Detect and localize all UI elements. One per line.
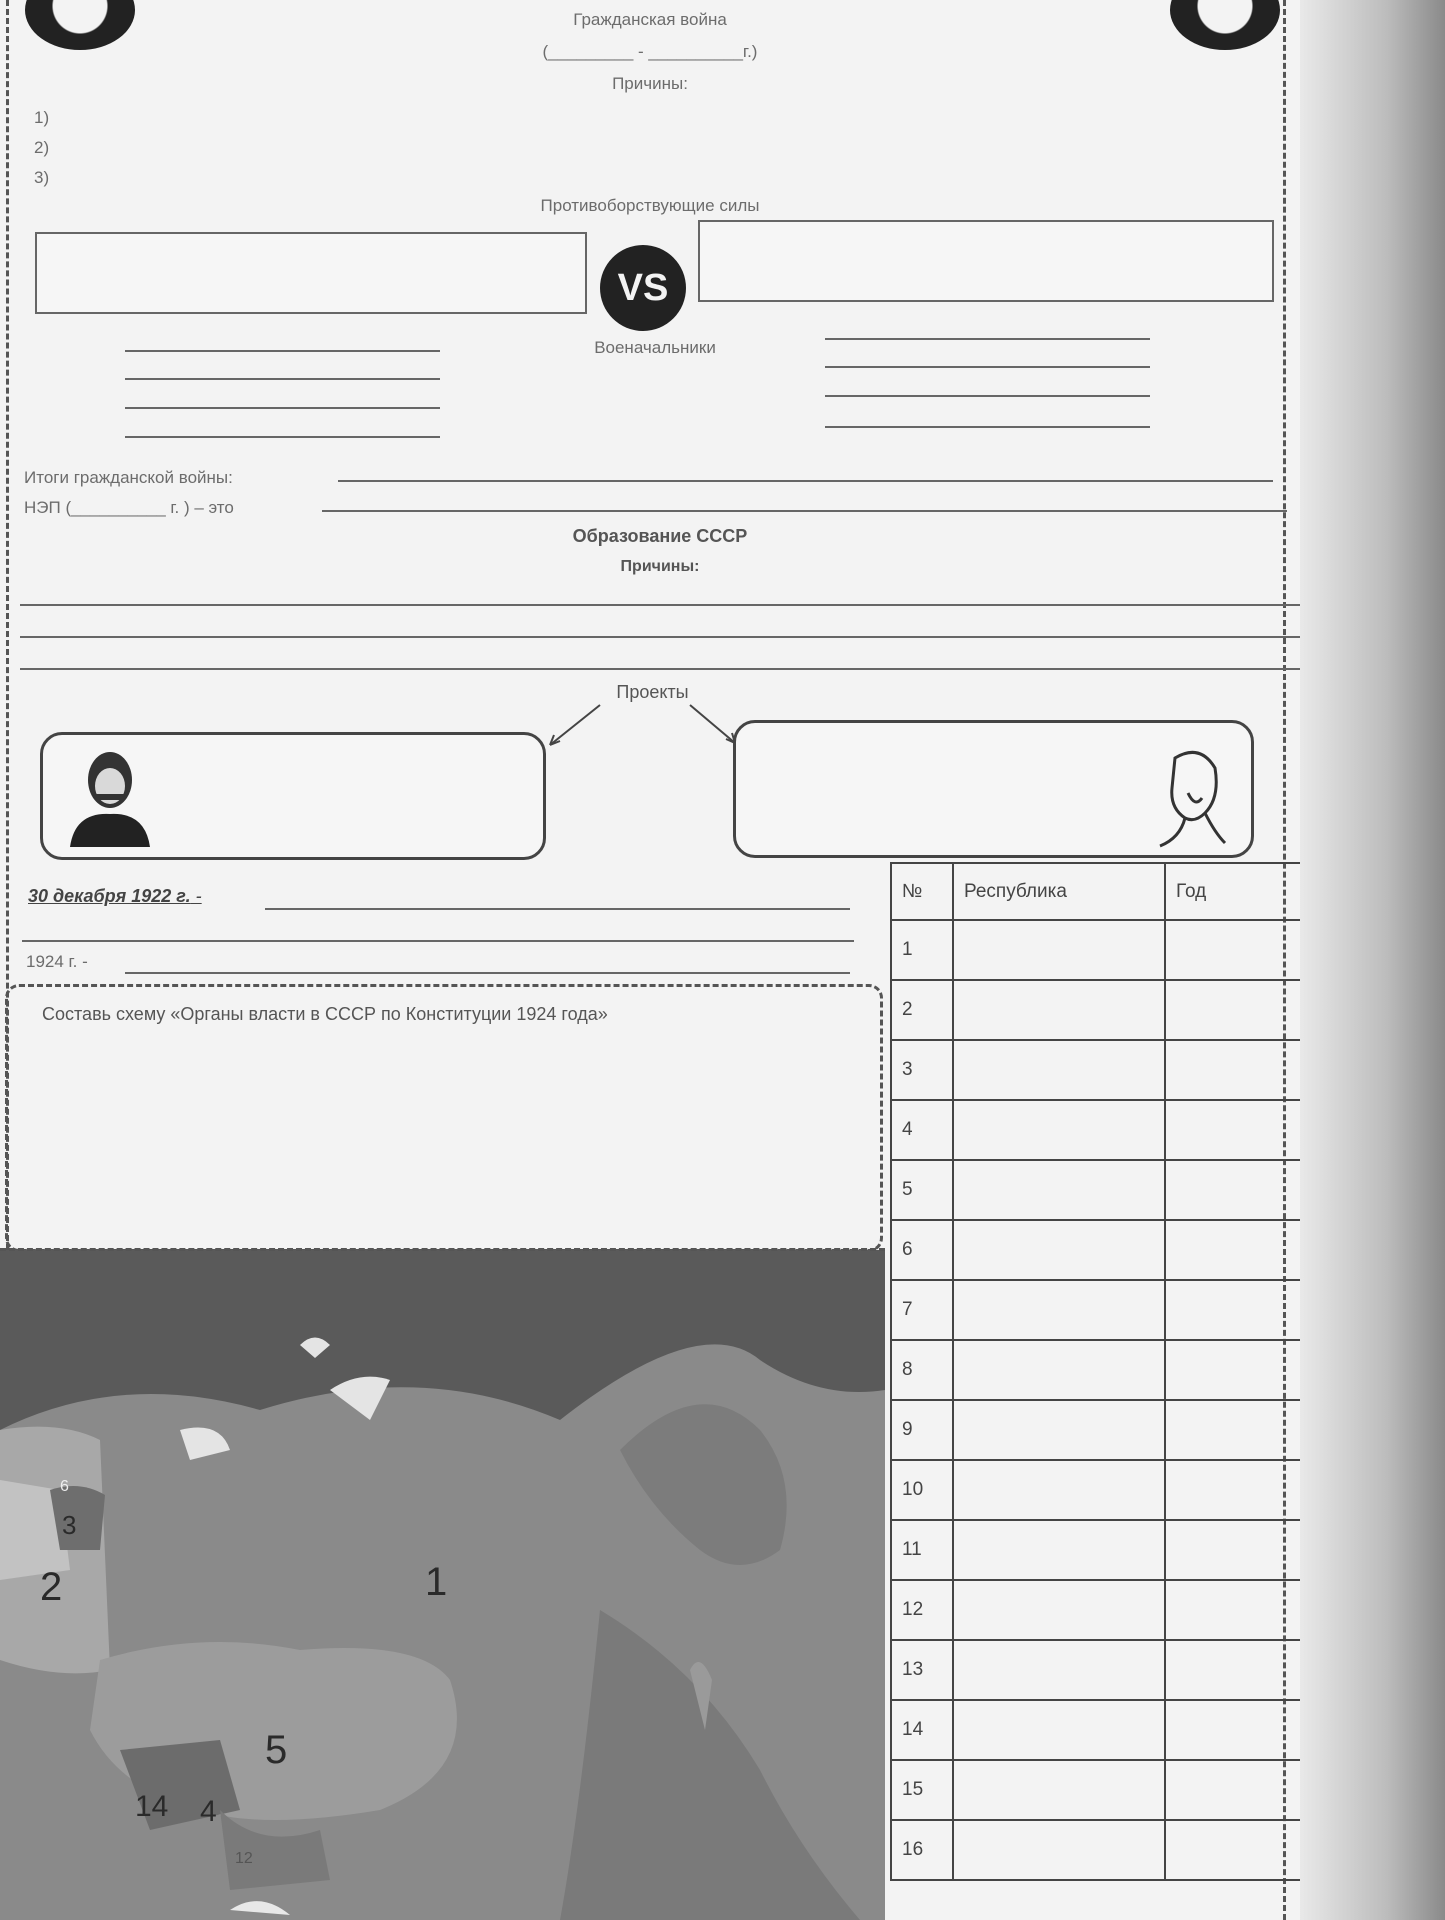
ussr-causes-label: Причины: xyxy=(620,558,700,575)
year-cell[interactable] xyxy=(1165,1700,1309,1760)
map-label-12: 12 xyxy=(235,1850,253,1867)
projects-label: Проекты xyxy=(616,682,689,702)
table-row xyxy=(891,1040,1309,1100)
table-row xyxy=(891,1700,1309,1760)
table-row xyxy=(891,1820,1309,1880)
republic-cell[interactable] xyxy=(953,1820,1165,1880)
map-label-6: 6 xyxy=(60,1478,69,1495)
table-row xyxy=(891,1520,1309,1580)
republic-cell[interactable] xyxy=(953,1280,1165,1340)
year-cell[interactable] xyxy=(1165,1520,1309,1580)
row-number: 7 xyxy=(891,1280,953,1340)
ussr-emblem-left xyxy=(25,0,135,50)
republic-cell[interactable] xyxy=(953,920,1165,980)
year-cell[interactable] xyxy=(1165,1640,1309,1700)
map-label-2: 2 xyxy=(40,1565,63,1609)
year-cell[interactable] xyxy=(1165,1580,1309,1640)
civil-war-causes-label: Причины: xyxy=(612,74,688,93)
commander-line-left-2[interactable] xyxy=(125,378,440,380)
row-number: 4 xyxy=(891,1100,953,1160)
row-number: 13 xyxy=(891,1640,953,1700)
map-label-5: 5 xyxy=(265,1728,288,1772)
commanders-label: Военачальники xyxy=(594,338,716,357)
commander-line-right-2[interactable] xyxy=(825,366,1150,368)
ussr-cause-line-2[interactable] xyxy=(20,636,1300,638)
date-1924: 1924 г. - xyxy=(26,952,88,971)
ussr-cause-line-3[interactable] xyxy=(20,668,1300,670)
map-label-14: 14 xyxy=(135,1790,169,1823)
year-cell[interactable] xyxy=(1165,920,1309,980)
republic-cell[interactable] xyxy=(953,1460,1165,1520)
year-cell[interactable] xyxy=(1165,1820,1309,1880)
republic-cell[interactable] xyxy=(953,1040,1165,1100)
table-row xyxy=(891,1760,1309,1820)
republic-cell[interactable] xyxy=(953,1160,1165,1220)
cause-item-1: 1) xyxy=(34,108,50,127)
commander-line-left-4[interactable] xyxy=(125,436,440,438)
year-cell[interactable] xyxy=(1165,1400,1309,1460)
nep-label: НЭП (__________ г. ) – это xyxy=(24,498,234,517)
table-row xyxy=(891,1400,1309,1460)
commander-line-right-1[interactable] xyxy=(825,338,1150,340)
republic-cell[interactable] xyxy=(953,1100,1165,1160)
row-number: 12 xyxy=(891,1580,953,1640)
cause-item-2: 2) xyxy=(34,138,50,157)
republic-cell[interactable] xyxy=(953,1640,1165,1700)
row-number: 2 xyxy=(891,980,953,1040)
year-cell[interactable] xyxy=(1165,1100,1309,1160)
ussr-cause-line-1[interactable] xyxy=(20,604,1300,606)
table-header-row xyxy=(891,863,1309,920)
table-row xyxy=(891,1220,1309,1280)
republic-cell[interactable] xyxy=(953,1580,1165,1640)
year-cell[interactable] xyxy=(1165,1220,1309,1280)
lenin-portrait-icon xyxy=(1140,738,1230,848)
table-row xyxy=(891,1340,1309,1400)
background-edge xyxy=(1300,0,1445,1920)
republic-cell[interactable] xyxy=(953,1400,1165,1460)
row-number: 3 xyxy=(891,1040,953,1100)
row-number: 14 xyxy=(891,1700,953,1760)
row-number: 16 xyxy=(891,1820,953,1880)
table-row xyxy=(891,1280,1309,1340)
commander-line-right-4[interactable] xyxy=(825,426,1150,428)
ussr-emblem-right xyxy=(1170,0,1280,50)
commander-line-right-3[interactable] xyxy=(825,395,1150,397)
table-row xyxy=(891,920,1309,980)
projects-arrows xyxy=(520,695,760,755)
nep-line[interactable] xyxy=(322,510,1287,512)
opposing-forces-label: Противоборствующие силы xyxy=(540,196,760,215)
date-1922-line[interactable] xyxy=(265,908,850,910)
republic-cell[interactable] xyxy=(953,1700,1165,1760)
results-label: Итоги гражданской войны: xyxy=(24,468,233,487)
results-line[interactable] xyxy=(338,480,1273,482)
scheme-task: Составь схему «Органы власти в СССР по Конституции 1924 года» xyxy=(42,1004,608,1024)
year-cell[interactable] xyxy=(1165,1280,1309,1340)
red-forces-box[interactable] xyxy=(35,232,587,314)
civil-war-dates: (_________ - __________г.) xyxy=(542,42,758,61)
map-top-border xyxy=(0,1248,885,1251)
map-label-4: 4 xyxy=(200,1795,217,1828)
ussr-map xyxy=(0,1250,885,1920)
year-cell[interactable] xyxy=(1165,1160,1309,1220)
year-cell[interactable] xyxy=(1165,1340,1309,1400)
row-number: 11 xyxy=(891,1520,953,1580)
republic-cell[interactable] xyxy=(953,1340,1165,1400)
header-year: Год xyxy=(1165,863,1309,920)
stalin-portrait-icon xyxy=(65,742,155,847)
republics-table xyxy=(890,862,1310,1881)
year-cell[interactable] xyxy=(1165,1040,1309,1100)
header-republic: Республика xyxy=(953,863,1165,920)
date-1922-line-2[interactable] xyxy=(22,940,854,942)
date-1924-line[interactable] xyxy=(125,972,850,974)
vs-icon: VS xyxy=(600,245,686,331)
republic-cell[interactable] xyxy=(953,1220,1165,1280)
row-number: 5 xyxy=(891,1160,953,1220)
year-cell[interactable] xyxy=(1165,1760,1309,1820)
civil-war-title: Гражданская война xyxy=(573,10,727,29)
republic-cell[interactable] xyxy=(953,1760,1165,1820)
table-row xyxy=(891,1160,1309,1220)
row-number: 1 xyxy=(891,920,953,980)
commander-line-left-1[interactable] xyxy=(125,350,440,352)
republic-cell[interactable] xyxy=(953,1520,1165,1580)
date-1922: 30 декабря 1922 г. - xyxy=(28,886,202,906)
row-number: 9 xyxy=(891,1400,953,1460)
row-number: 15 xyxy=(891,1760,953,1820)
table-row xyxy=(891,1460,1309,1520)
table-row xyxy=(891,1100,1309,1160)
map-label-1: 1 xyxy=(425,1560,448,1604)
ussr-formation-title: Образование СССР xyxy=(572,526,748,546)
table-row xyxy=(891,1640,1309,1700)
republic-cell[interactable] xyxy=(953,980,1165,1040)
header-number: № xyxy=(891,863,953,920)
row-number: 8 xyxy=(891,1340,953,1400)
cause-item-3: 3) xyxy=(34,168,50,187)
map-label-3: 3 xyxy=(62,1510,77,1540)
table-row xyxy=(891,980,1309,1040)
year-cell[interactable] xyxy=(1165,980,1309,1040)
table-row xyxy=(891,1580,1309,1640)
row-number: 6 xyxy=(891,1220,953,1280)
commander-line-left-3[interactable] xyxy=(125,407,440,409)
white-forces-box[interactable] xyxy=(698,220,1274,302)
row-number: 10 xyxy=(891,1460,953,1520)
year-cell[interactable] xyxy=(1165,1460,1309,1520)
